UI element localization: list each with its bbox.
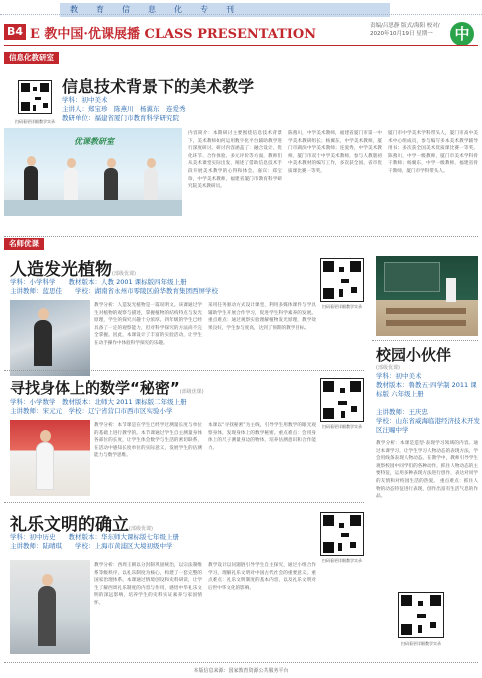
classroom-photo: [376, 256, 478, 336]
page-code: B4: [4, 24, 26, 40]
article-badge: (部级优课): [376, 365, 400, 371]
article-subject: 学科：小学数学 教材版本：北师大 2011 课标版二年级上册: [10, 398, 187, 406]
article-subject: 学科：小学科学 教材版本：人教 2001 课标版四年级上册: [10, 278, 187, 286]
studio-photo: [4, 128, 182, 216]
article-body: 陈燕川，中学美术教师，福建省厦门市第一中学美术教研组长；杨翼东，中学美术教师，厦门市湖滨中学美术教师；连爱秀，中学美术教师，厦门市双十中学美术教师，参与人教版初中美术教材的编写工作，多次获全国、省市优质课比赛一等奖。: [288, 131, 382, 174]
person-head: [147, 158, 156, 168]
banner-text: 优课教研室: [74, 137, 114, 146]
classroom-photo: [10, 420, 90, 496]
top-band: [0, 0, 482, 20]
qr-caption: 扫码看更详细教学实录: [322, 558, 362, 563]
divider: [4, 502, 364, 503]
classroom-photo: [10, 560, 90, 654]
teacher-figure: [36, 442, 54, 490]
person-head: [67, 158, 76, 168]
masthead-rule: [4, 45, 478, 46]
article-subject: 学科：初中美术: [376, 372, 422, 380]
article-teacher: 主讲教师：蓝思佳 学校：湖南省永州市零陵区蔚华教育集团西屏学校: [10, 287, 218, 295]
article-teacher: 主讲教师：陆晴琪 学校：上海市黄浦区大境初级中学: [10, 542, 173, 550]
article-presenters: 主讲人：郑宝珍 陈燕川 杨翼东 连爱秀: [62, 105, 186, 113]
article-body: 教学分析：本节课是在学生已经学过测量长度与单位的基础上进行教学的。本节课通过学生自主测量身体各部位的长度，让学生体会数学与生活的密切联系，在活动中感知长度单位的实际意义，发展学生的估测能力与数学思维。: [94, 423, 202, 459]
article-edition: 教材版本：鲁教五·四学制 2011 课标版 六年级上册: [376, 381, 477, 398]
page-title: E 教中国·优课展播 CLASS PRESENTATION: [30, 27, 317, 42]
newspaper-logo: 中: [450, 22, 474, 46]
qr-code[interactable]: [398, 592, 444, 638]
article-teacher: 主讲教师：宋元元 学校：辽宁省营口市西市区实验小学: [10, 407, 173, 415]
editor-credit: 责编/吕思静 版式/海阳 校对/: [370, 23, 440, 29]
qr-caption: 扫码看更详细教学实录: [322, 304, 362, 309]
teacher-figure: [38, 586, 56, 646]
divider: [4, 662, 478, 663]
teacher-head: [38, 308, 49, 320]
qr-caption: 扫码看更详细教学实录: [401, 641, 441, 646]
desk-row: [386, 320, 466, 326]
teacher-head: [40, 430, 51, 442]
section-label-teachers: 名师优课: [4, 238, 44, 250]
teacher-figure: [446, 278, 456, 302]
qr-code[interactable]: [320, 258, 364, 302]
article-body: 教学设计以问题链引导学生自主探究，通过小组合作学习，理解礼乐文明对中国古代社会的重要意义。重点难点：礼乐文明制度的基本内容，以及礼乐文明对后世中华文化的影响。: [208, 563, 316, 591]
article-title: 人造发光植物(部级优课): [10, 260, 136, 280]
qr-caption: 扫码看更详细教学实录: [322, 424, 362, 429]
article-subject: 学科：初中美术: [62, 96, 108, 104]
article-body: 内容简介：本期研讨主要围绕信息技术背景下，美术教师如何运用数字化平台辅助教学进行深度研讨。研讨内容涵盖了：融合设计、优化环节、合作体验、多元评价等方面，教师们从美术课堂实际出发，阐述了借助信息技术手段开展美术教学的心得和体会。嘉宾：郑宝珍，中学美术教师，福建省厦门市教育科学研究院美术教研员。: [188, 131, 282, 190]
dotted-rule: [0, 14, 482, 15]
teacher-head: [42, 574, 53, 586]
article-body: 教学分析：西周王朝以分封制巩固统治，以宗法制维系等级秩序，以礼乐制度为核心，构建了一套完整的国家治理体系。本课通过情境创设和史料研读，让学生了解西周礼乐制度的内容与作用，感悟中华礼乐文明的深远影响，培养学生的史料实证素养与家国情怀。: [94, 563, 202, 606]
article-title: 寻找身体上的数学“秘密”(部级优课): [10, 379, 204, 397]
article-subject: 学科：初中历史 教材版本：华东师大课标版七年级上册: [10, 533, 179, 541]
person-head: [27, 156, 36, 166]
article-school: 学校：山东省威海临港经济技术开发区汪疃中学: [376, 417, 480, 434]
divider: [372, 340, 478, 341]
person-head: [107, 158, 116, 168]
article-body: 厦门市中学美术学科带头人，厦门市高中美术中心组成员，参与编写多本美术教学辅导用书；多次获全国美术优质课比赛一等奖。陈燕川，中学一级教师，厦门市美术学科骨干教师；杨翼东，中学一级教师，福建省骨干教师，厦门市学科带头人。: [388, 131, 478, 174]
divider: [4, 370, 364, 371]
qr-code[interactable]: [320, 512, 364, 556]
issue-date: 2020年10月19日 星期一: [370, 31, 433, 37]
blackboard: [384, 262, 440, 292]
article-title: 校园小伙伴: [376, 346, 452, 364]
article-school: 教研单位：福建省厦门市教育科学研究院: [62, 114, 179, 122]
article-title: 礼乐文明的确立(部级优课): [10, 515, 153, 535]
footer-source: 本版信息来源：国家教育资源公共服务平台: [193, 668, 289, 674]
desk-row: [386, 308, 466, 314]
article-body: 本课以“寻找秘密”为主线，引导学生用数学的眼光观察身体，发现身体上的数学秘密。重点难点：会用身体上的尺子测量身边的物体，培养估测意识和合作能力。: [208, 423, 316, 451]
article-body: 采用任务驱动方式设计课堂，利用多媒体课件与学具辅助学生开展合作学习，促进学生科学素养的发展。重点难点：通过观察实验理解植物发光原理，教学效果良好，学生参与度高，达到了预期的教学目标。: [208, 303, 316, 331]
qr-code[interactable]: [18, 80, 52, 114]
masthead-info: [370, 22, 440, 38]
divider: [4, 236, 478, 237]
article-title: 信息技术背景下的美术教学: [62, 77, 255, 96]
article-teacher: 主讲教师：王庆忠: [376, 408, 428, 416]
section-label-lab: 信息化教研室: [4, 52, 59, 64]
qr-code[interactable]: [320, 378, 364, 422]
article-body: 教学分析：本课是造型·表现学习领域的内容。通过本课学习，让学生学习人物动态的表现方法，学会用线条表现人物动态。在教学中，教师引导学生观察校园中同学们的各种动作，抓住人物动态的主要特征，运用多种表现方法进行创作，表达对同学的友情和对校园生活的热爱。 重点难点：抓住人物的动态特征进行表现，创作出富有生活气息的作品。: [376, 441, 478, 500]
classroom-photo: [10, 300, 90, 376]
qr-caption: 扫码看更详细教学实录: [15, 119, 55, 124]
teacher-figure: [34, 320, 52, 366]
band-label: 教育信息化专刊: [60, 3, 390, 17]
studio-desk: [4, 200, 182, 216]
article-body: 教学分析：人造发光植物是一篇说明文。该课通过学生对植物的观察与描述，掌握植物的结构特点与发光原理，学生的探究兴趣十分浓厚。四年级的学生已经具备了一定的观察能力，但对科学探究的方法尚不完全掌握。因此，本课设计了丰富的实验活动，让学生在动手操作中体验科学探究的乐趣。: [94, 303, 202, 346]
masthead: [0, 22, 482, 44]
